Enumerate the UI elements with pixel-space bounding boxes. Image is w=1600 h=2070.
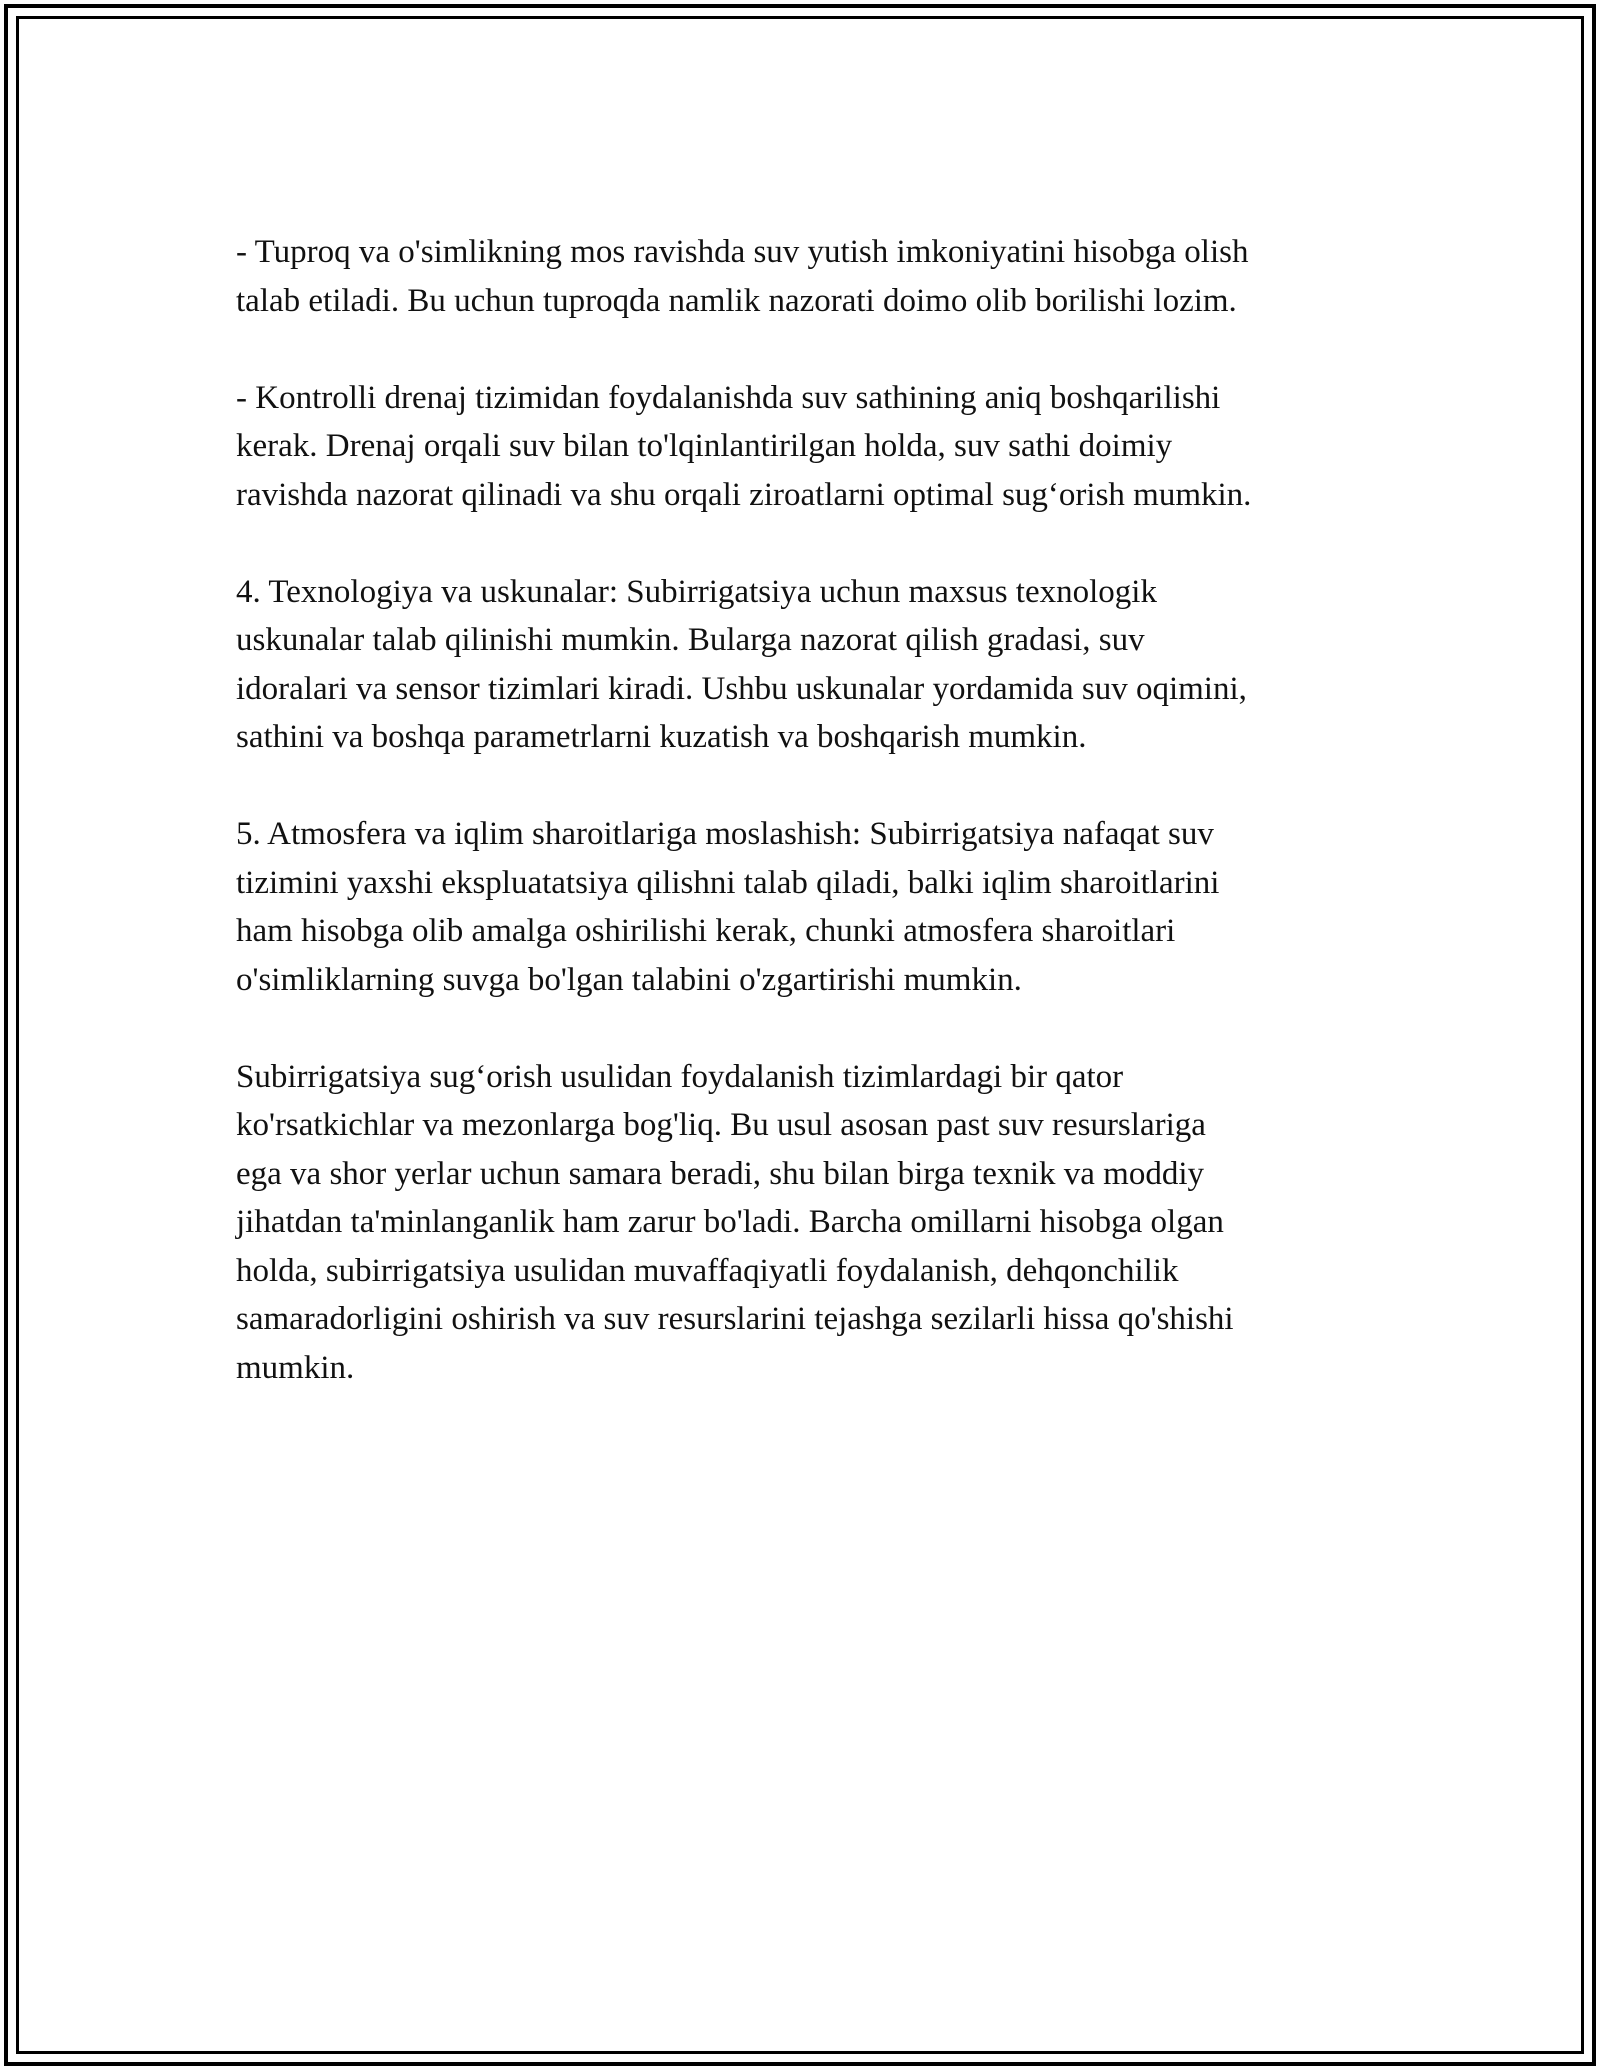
document-body — [236, 228, 1376, 1441]
paragraph-technology-equipment: 4. Texnologiya va uskunalar: Subirrigatsiya uchun maxsus texnologik uskunalar talab qilinishi mumkin. Bularga nazorat qilish gradasi, suv idoralari va sensor tizimlari kiradi. Ushbu uskunalar yordamida suv oqimini, sathini va boshqa parametrlarni kuzatish va boshqarish mumkin. — [236, 573, 1247, 755]
paragraph-conclusion: Subirrigatsiya sug‘orish usulidan foydalanish tizimlardagi bir qator ko'rsatkichlar va mezonlarga bog'liq. Bu usul asosan past suv resurslariga ega va shor yerlar uchun samara beradi, shu bilan birga texnik va moddiy jihatdan ta'minlanganlik ham zarur bo'ladi. Barcha omillarni hisobga olgan holda, subirrigatsiya usulidan muvaffaqiyatli foydalanish, dehqonchilik samaradorligini oshirish va suv resurslarini tejashga sezilarli hissa qo'shishi mumkin. — [236, 1058, 1234, 1386]
paragraph-controlled-drainage: - Kontrolli drenaj tizimidan foydalanishda suv sathining aniq boshqarilishi kerak. Drenaj orqali suv bilan to'lqinlantirilgan holda, suv sathi doimiy ravishda nazorat qilinadi va shu orqali ziroatlarni optimal sug‘orish mumkin. — [236, 379, 1252, 513]
paragraph-soil-absorption: - Tuproq va o'simlikning mos ravishda suv yutish imkoniyatini hisobga olish talab etiladi. Bu uchun tuproqda namlik nazorati doimo olib borilishi lozim. — [236, 234, 1249, 319]
paragraph-climate-adaptation: 5. Atmosfera va iqlim sharoitlariga moslashish: Subirrigatsiya nafaqat suv tizimini yaxshi ekspluatatsiya qilishni talab qiladi, balki iqlim sharoitlarini ham hisobga olib amalga oshirilishi kerak, chunki atmosfera sharoitlari o'simliklarning suvga bo'lgan talabini o'zgartirishi mumkin. — [236, 816, 1220, 998]
